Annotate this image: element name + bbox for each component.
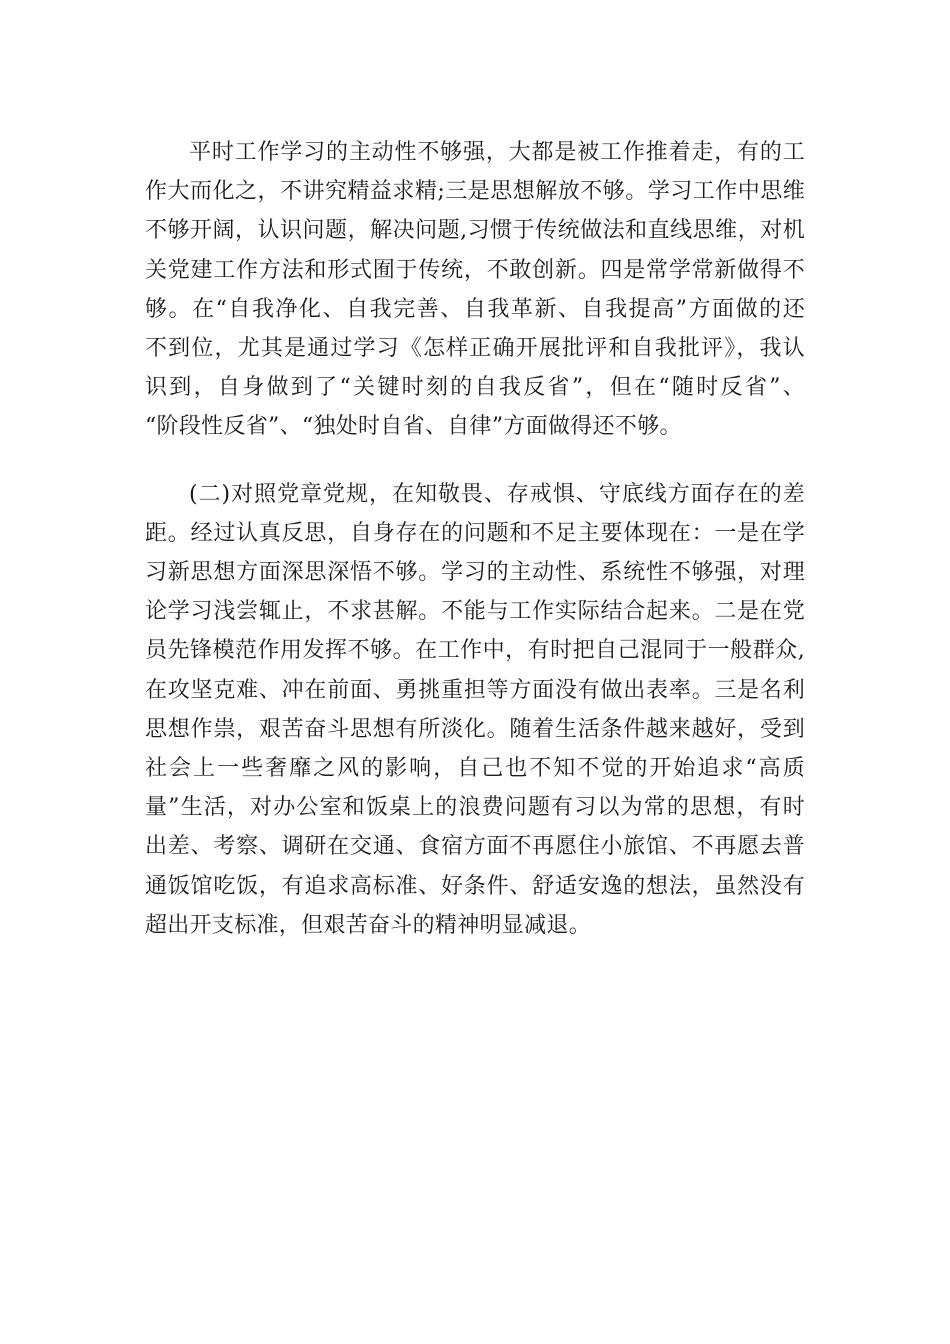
text-line: 不到位，尤其是通过学习《怎样正确开展批评和自我批评》，我认 — [145, 336, 805, 362]
text-line: 识到，自身做到了“关键时刻的自我反省”，但在“随时反省”、 — [145, 375, 805, 401]
text-line: 出差、考察、调研在交通、食宿方面不再愿住小旅馆、不再愿去普 — [145, 834, 805, 860]
text-line: 通饭馆吃饭，有追求高标准、好条件、舒适安逸的想法，虽然没有 — [145, 873, 805, 899]
text-line: 思想作祟，艰苦奋斗思想有所淡化。随着生活条件越来越好，受到 — [145, 716, 805, 742]
text-line: 关党建工作方法和形式囿于传统，不敢创新。四是常学常新做得不 — [145, 257, 805, 283]
text-line: 社会上一些奢靡之风的影响，自己也不知不觉的开始追求“高质 — [145, 756, 805, 782]
text-line: 平时工作学习的主动性不够强，大都是被工作推着走，有的工 — [189, 140, 805, 165]
text-line: (二)对照党章党规，在知敬畏、存戒惧、守底线方面存在的差 — [189, 481, 805, 507]
text-line: 不够开阔，认识问题，解决问题,习惯于传统做法和直线思维，对机 — [145, 218, 805, 244]
text-line: 超出开支标准，但艰苦奋斗的精神明显减退。 — [145, 912, 592, 938]
text-line: 作大而化之，不讲究精益求精;三是思想解放不够。学习工作中思维 — [145, 179, 805, 205]
paragraph-2 — [145, 475, 805, 945]
text-line: 在攻坚克难、冲在前面、勇挑重担等方面没有做出表率。三是名利 — [145, 677, 805, 703]
text-line: 够。在“自我净化、自我完善、自我革新、自我提高”方面做的还 — [145, 296, 805, 322]
text-line: “阶段性反省”、“独处时自省、自律”方面做得还不够。 — [145, 414, 682, 440]
text-line: 距。经过认真反思，自身存在的问题和不足主要体现在：一是在学 — [145, 520, 805, 546]
text-line: 习新思想方面深思深悟不够。学习的主动性、系统性不够强，对理 — [145, 560, 805, 586]
text-line: 论学习浅尝辄止，不求甚解。不能与工作实际结合起来。二是在党 — [145, 599, 805, 625]
paragraph-1 — [145, 133, 805, 447]
text-line: 量”生活，对办公室和饭桌上的浪费问题有习以为常的思想，有时 — [145, 795, 805, 821]
document-page — [145, 133, 805, 945]
text-line: 员先锋模范作用发挥不够。在工作中，有时把自己混同于一般群众, — [145, 638, 805, 664]
